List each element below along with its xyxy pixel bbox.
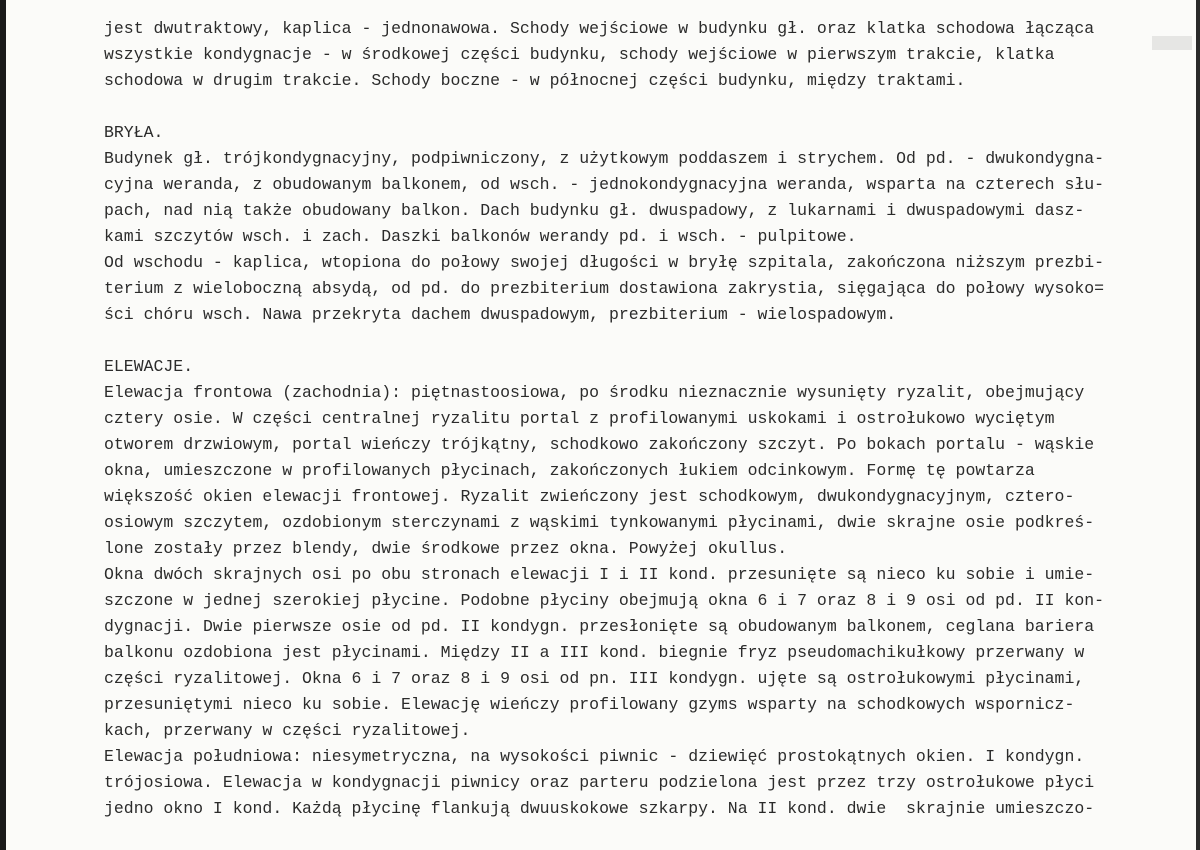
text-line: otworem drzwiowym, portal wieńczy trójkątny, schodkowo zakończony szczyt. Po bokach portalu - wąskie [104, 435, 1095, 454]
intro-paragraph [104, 16, 1154, 94]
text-line: dygnacji. Dwie pierwsze osie od pd. II kondygn. przesłonięte są obudowanym balkonem, ceglana bariera [104, 617, 1095, 636]
text-line: kach, przerwany w części ryzalitowej. [104, 721, 471, 740]
elewacje-paragraph-2 [104, 562, 1154, 744]
bryla-paragraph-1 [104, 146, 1154, 250]
text-line: Elewacja południowa: niesymetryczna, na wysokości piwnic - dziewięć prostokątnych okien. I kondygn. [104, 747, 1085, 766]
heading-elewacje [104, 354, 1154, 380]
document-text [104, 16, 1154, 822]
text-line: osiowym szczytem, ozdobionym sterczynami z wąskimi tynkowanymi płycinami, dwie skrajne osie podkreś- [104, 513, 1095, 532]
text-line: jedno okno I kond. Każdą płycinę flankują dwuuskokowe szkarpy. Na II kond. dwie skrajnie umieszczo- [104, 799, 1095, 818]
paragraph-gap [104, 94, 1154, 120]
text-line: cztery osie. W części centralnej ryzalitu portal z profilowanymi uskokami i ostrołukowo wyciętym [104, 409, 1055, 428]
text-line: szczone w jednej szerokiej płycine. Podobne płyciny obejmują okna 6 i 7 oraz 8 i 9 osi od pd. II kon- [104, 591, 1105, 610]
text-line: balkonu ozdobiona jest płycinami. Między II a III kond. biegnie fryz pseudomachikułkowy przerwany w [104, 643, 1085, 662]
text-line: pach, nad nią także obudowany balkon. Dach budynku gł. dwuspadowy, z lukarnami i dwuspadowymi dasz- [104, 201, 1085, 220]
scan-mark [1152, 36, 1192, 50]
text-line: okna, umieszczone w profilowanych płycinach, zakończonych łukiem odcinkowym. Formę tę powtarza [104, 461, 1035, 480]
text-line: przesuniętymi nieco ku sobie. Elewację wieńczy profilowany gzyms wsparty na schodkowych wspornicz- [104, 695, 1075, 714]
text-line: ści chóru wsch. Nawa przekryta dachem dwuspadowym, prezbiterium - wielospadowym. [104, 305, 897, 324]
text-line: Od wschodu - kaplica, wtopiona do połowy swojej długości w bryłę szpitala, zakończona niższym prezbi- [104, 253, 1105, 272]
text-line: większość okien elewacji frontowej. Ryzalit zwieńczony jest schodkowym, dwukondygnacyjnym, cztero- [104, 487, 1075, 506]
paragraph-gap [104, 328, 1154, 354]
text-line: ELEWACJE. [104, 357, 194, 376]
text-line: jest dwutraktowy, kaplica - jednonawowa. Schody wejściowe w budynku gł. oraz klatka schodowa łącząca [104, 19, 1095, 38]
text-line: schodowa w drugim trakcie. Schody boczne - w północnej części budynku, między traktami. [104, 71, 966, 90]
text-line: lone zostały przez blendy, dwie środkowe przez okna. Powyżej okullus. [104, 539, 788, 558]
heading-bryla [104, 120, 1154, 146]
text-line: Okna dwóch skrajnych osi po obu stronach elewacji I i II kond. przesunięte są nieco ku sobie i umie- [104, 565, 1095, 584]
text-line: cyjna weranda, z obudowanym balkonem, od wsch. - jednokondygnacyjna weranda, wsparta na czterech słu- [104, 175, 1105, 194]
text-line: kami szczytów wsch. i zach. Daszki balkonów werandy pd. i wsch. - pulpitowe. [104, 227, 857, 246]
text-line: terium z wieloboczną absydą, od pd. do prezbiterium dostawiona zakrystia, sięgająca do połowy wysoko= [104, 279, 1105, 298]
elewacje-paragraph-3 [104, 744, 1154, 822]
text-line: trójosiowa. Elewacja w kondygnacji piwnicy oraz parteru podzielona jest przez trzy ostrołukowe płyci [104, 773, 1095, 792]
text-line: Budynek gł. trójkondygnacyjny, podpiwniczony, z użytkowym poddaszem i strychem. Od pd. - dwukondygna- [104, 149, 1105, 168]
text-line: Elewacja frontowa (zachodnia): piętnastoosiowa, po środku nieznacznie wysunięty ryzalit, obejmujący [104, 383, 1085, 402]
text-line: BRYŁA. [104, 123, 164, 142]
bryla-paragraph-2 [104, 250, 1154, 328]
text-line: wszystkie kondygnacje - w środkowej części budynku, schody wejściowe w pierwszym trakcie, klatka [104, 45, 1055, 64]
elewacje-paragraph-1 [104, 380, 1154, 562]
text-line: części ryzalitowej. Okna 6 i 7 oraz 8 i 9 osi od pn. III kondygn. ujęte są ostrołukowymi płycinami, [104, 669, 1085, 688]
